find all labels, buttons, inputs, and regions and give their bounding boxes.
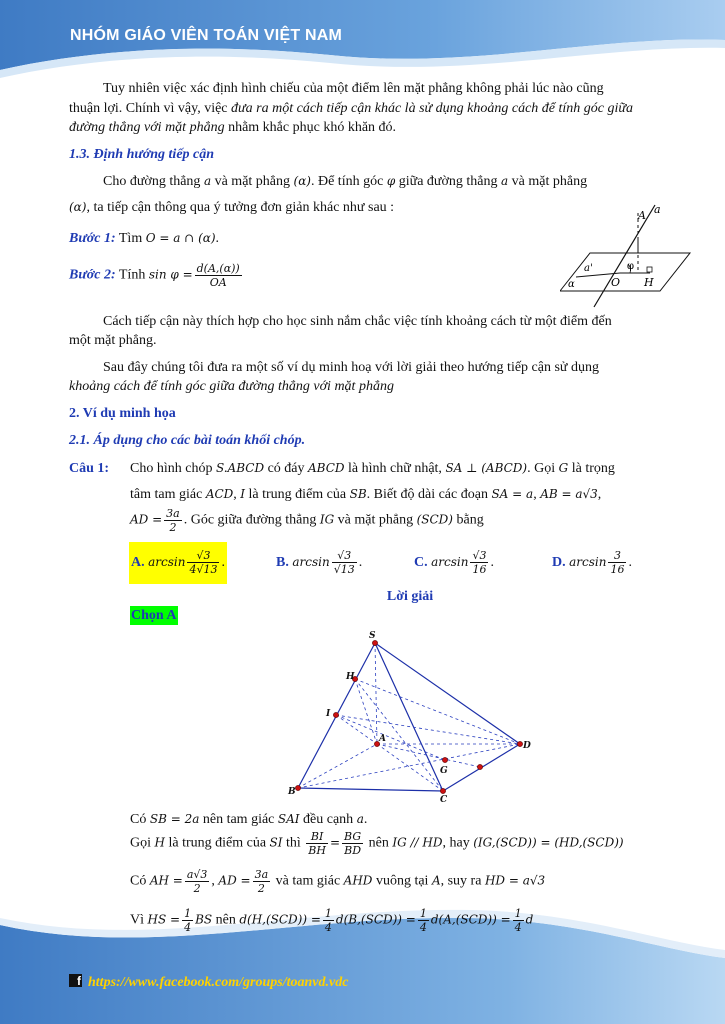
option-D[interactable]: D. arcsin $\frac{3}{16}$ . xyxy=(552,549,632,577)
option-C[interactable]: C. arcsin $\frac{√3}{16}$ . xyxy=(414,549,494,577)
paragraph-2-line-2: khoảng cách để tính góc giữa đường thẳng với mặt phẳng xyxy=(69,379,394,394)
paragraph-1-line-2: một mặt phẳng. xyxy=(69,333,157,348)
label-A: A xyxy=(638,209,646,222)
header-title: NHÓM GIÁO VIÊN TOÁN VIỆT NAM xyxy=(70,27,342,44)
point-G: G xyxy=(440,766,448,776)
plane-angle-figure xyxy=(560,203,700,308)
intro-line-2: thuận lợi. Chính vì vậy, việc đưa ra một cách tiếp cận khác là sử dụng khoảng cách để tính góc giữa xyxy=(69,101,634,116)
intro-line-1: Tuy nhiên việc xác định hình chiếu của một điểm lên mặt phẳng không phải lúc nào cũng xyxy=(103,81,604,96)
intro-line-3: đường thẳng với mặt phẳng nhằm khắc phục khó khăn đó. xyxy=(69,120,397,135)
option-A[interactable]: A. arcsin $\frac{√3}{4√13}$ . xyxy=(129,542,227,584)
work-line-1: Có SB = 2a nên tam giác SAI đều cạnh a. xyxy=(130,812,368,827)
vertex-C: C xyxy=(440,795,448,803)
paragraph-2-line-1: Sau đây chúng tôi đưa ra một số ví dụ minh hoạ với lời giải theo hướng tiếp cận sử dụng xyxy=(103,360,600,375)
question-line-1: Cho hình chóp S.ABCD có đáy ABCD là hình chữ nhật, SA ⊥ (ABCD). Gọi G là trọng xyxy=(130,461,615,476)
section-2-heading: 2. Ví dụ minh họa xyxy=(69,406,176,421)
label-alpha: α xyxy=(568,279,575,290)
question-label: Câu 1: xyxy=(69,461,110,476)
label-H: H xyxy=(644,276,654,289)
vertex-D: D xyxy=(523,741,531,751)
label-phi: φ xyxy=(627,261,635,272)
pyramid-figure xyxy=(280,628,540,803)
label-a-prime: a' xyxy=(584,263,593,274)
paragraph-1-line-1: Cách tiếp cận này thích hợp cho học sinh nắm chắc việc tính khoảng cách từ một điểm đến xyxy=(103,314,612,329)
section-1-3-heading: 1.3. Định hướng tiếp cận xyxy=(69,147,215,162)
work-line-2: Gọi H là trung điểm của SI thì $\frac{BI}{BH}$ = $\frac{BG}{BD}$ nên IG // HD, hay (IG,(SCD)) = (HD,(SCD)) xyxy=(130,830,624,857)
solution-title: Lời giải xyxy=(386,589,434,604)
work-line-4: Vì HS = $\frac{1}{4}$ BS nên d(H,(SCD)) = $\frac{1}{4}$ d(B,(SCD)) = $\frac{1}{4}$ d(A,(SCD)) = $\frac{1}{4}$ d xyxy=(130,907,534,934)
facebook-group-link[interactable]: https://www.facebook.com/groups/toanvd.vdc xyxy=(88,975,349,990)
chosen-answer: Chọn A xyxy=(131,608,177,623)
step-2: Bước 2: Tính sin φ = $\frac{d(A,(\alpha))}{OA}$ xyxy=(69,262,240,289)
vertex-B: B xyxy=(288,787,296,797)
facebook-icon: f xyxy=(69,974,82,987)
point-I: I xyxy=(326,709,331,719)
question-line-2: tâm tam giác ACD, I là trung điểm của SB. Biết độ dài các đoạn SA = a, AB = a√3, xyxy=(130,487,602,502)
section-2-1-heading: 2.1. Áp dụng cho các bài toán khối chóp. xyxy=(69,433,306,448)
point-H: H xyxy=(346,672,355,682)
label-O: O xyxy=(611,276,621,289)
plane-alpha xyxy=(560,253,690,291)
work-line-3: Có AH = $\frac{a√3}{2}$ , AD = $\frac{3a}{2}$ và tam giác AHD vuông tại A, suy ra HD = a√3 xyxy=(130,868,546,895)
approach-line-2: (α), ta tiếp cận thông qua ý tưởng đơn giản khác như sau : xyxy=(69,200,395,215)
option-B[interactable]: B. arcsin $\frac{√3}{√13}$ . xyxy=(276,549,363,577)
approach-line-1: Cho đường thẳng a và mặt phẳng (α). Để tính góc φ giữa đường thẳng a và mặt phẳng xyxy=(103,174,588,189)
step-1: Bước 1: Tìm O = a ∩ (α). xyxy=(69,231,220,246)
question-line-3: AD = $\frac{3a}{2}$ . Góc giữa đường thẳng IG và mặt phẳng (SCD) bằng xyxy=(130,507,484,534)
vertex-A: A xyxy=(379,734,386,744)
vertex-S: S xyxy=(369,631,376,641)
label-a: a xyxy=(654,203,661,216)
